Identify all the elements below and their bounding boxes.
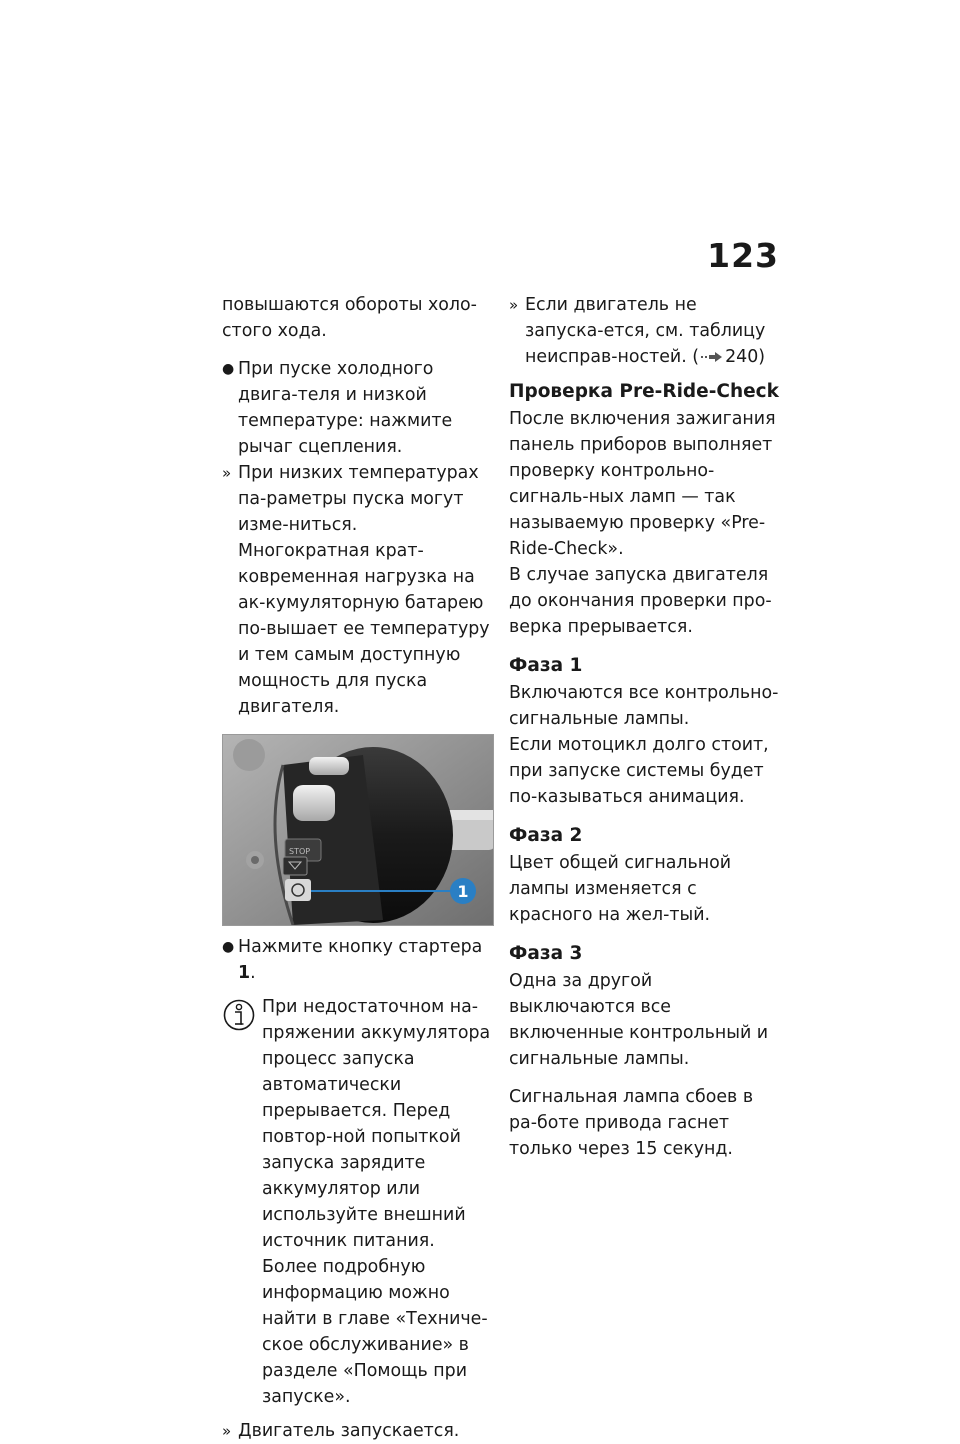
page-number: 123 xyxy=(707,236,779,275)
callout-reference: 1 xyxy=(238,963,251,983)
result-item-low-temperature xyxy=(222,460,494,720)
phase-1-animation-text: Если мотоцикл долго стоит, при запуске системы будет по-казываться анимация. xyxy=(509,735,769,807)
result-item-engine-starts xyxy=(222,1418,494,1444)
bullet-item-starter xyxy=(222,934,494,986)
result-item-not-starting xyxy=(509,292,779,370)
switch-stop-label: STOP xyxy=(289,847,311,856)
bullet-text: Нажмите кнопку стартера xyxy=(238,937,483,957)
bullet-end: . xyxy=(250,963,256,983)
right-column xyxy=(509,292,779,1162)
bullet-icon: ● xyxy=(222,939,235,955)
phase-2-heading: Фаза 2 xyxy=(509,825,583,846)
bullet-icon: ● xyxy=(222,361,235,377)
phase-1-text: Включаются все контрольно-сигнальные лампы. xyxy=(509,683,779,729)
result-arrow-icon: » xyxy=(222,1422,232,1440)
bullet-text: При пуске холодного двига-теля и низкой температуре: нажмите рычаг сцепления. xyxy=(238,359,453,457)
info-icon xyxy=(222,996,256,1036)
result-text: При низких температурах па-раметры пуска могут изме-ниться. Многократная крат-ковременная нагрузка на ак-кумуляторную батарею по-вышает ее температуру и тем самым доступную мощность для пуска двигателя. xyxy=(238,463,490,717)
page-reference-arrow-icon xyxy=(701,351,723,363)
check-paragraph: После включения зажигания панель приборов выполняет проверку контрольно-сигналь-ных ламп — так называемую проверку «Pre-Ride-Check». xyxy=(509,409,776,559)
bullet-item-clutch xyxy=(222,356,494,460)
info-text: При недостаточном на-пряжении аккумулятора процесс запуска автоматически прерывается. Перед повтор-ной попыткой запуска зарядите аккумулятор или используйте внешний источник питания. Более подробную информацию можно найти в главе «Техниче-ское обслуживание» в разделе «Помощь при запуске». xyxy=(262,997,491,1407)
result-text: Если двигатель не запуска-ется, см. таблицу неисправ-ностей. ( xyxy=(525,295,766,367)
check-paragraph-interrupt: В случае запуска двигателя до окончания проверки про-верка прерывается. xyxy=(509,565,772,637)
left-column xyxy=(222,292,494,1444)
handlebar-switch-photo xyxy=(222,734,494,926)
phase-3-text: Одна за другой выключаются все включенные контрольный и сигнальные лампы. xyxy=(509,971,769,1069)
section-heading-pre-ride-check: Проверка Pre-Ride-Check xyxy=(509,381,779,402)
phase-1-heading: Фаза 1 xyxy=(509,655,583,676)
result-text: Двигатель запускается. xyxy=(238,1421,460,1441)
reference-page[interactable]: 240 xyxy=(725,347,759,367)
callout-number: 1 xyxy=(457,882,469,901)
result-arrow-icon: » xyxy=(222,464,232,482)
info-note xyxy=(222,994,494,1410)
phase-3-heading: Фаза 3 xyxy=(509,943,583,964)
reference-close: ) xyxy=(758,347,766,367)
phase-2-text: Цвет общей сигнальной лампы изменяется с красного на жел-тый. xyxy=(509,853,732,925)
drive-fault-lamp-text: Сигнальная лампа сбоев в ра-боте привода гаснет только через 15 секунд. xyxy=(509,1087,754,1159)
result-arrow-icon: » xyxy=(509,296,519,314)
intro-text: повышаются обороты холо-стого хода. xyxy=(222,295,477,341)
